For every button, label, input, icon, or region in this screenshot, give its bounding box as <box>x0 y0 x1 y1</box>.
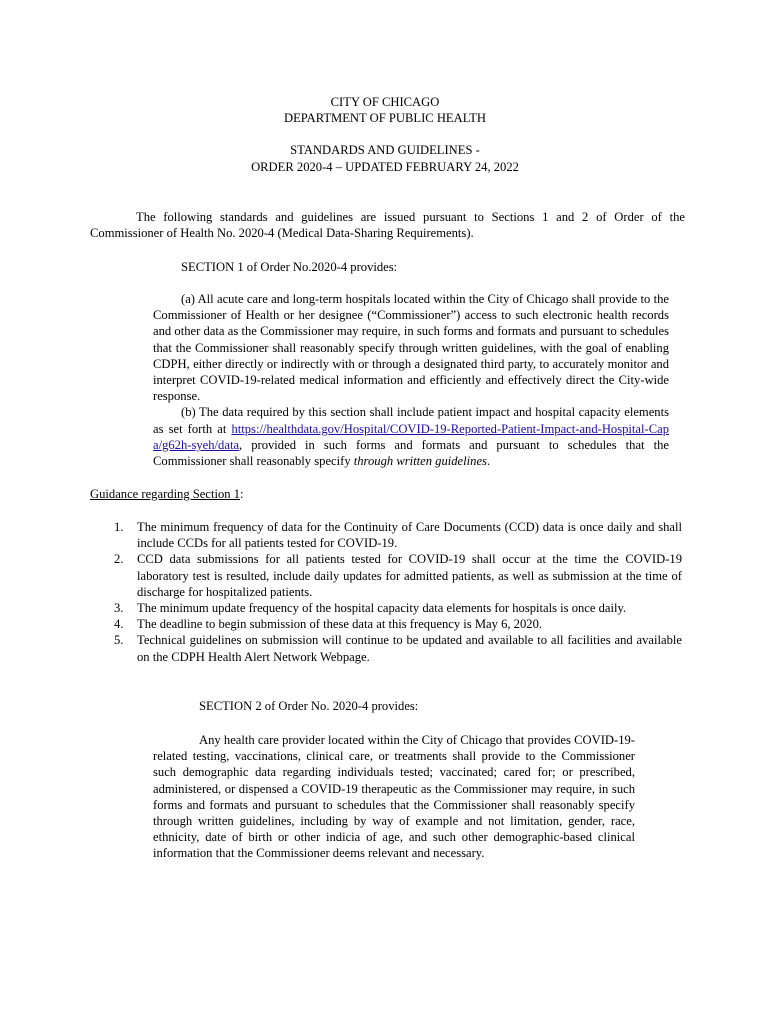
section1-para-b-italic: through written guidelines <box>353 454 487 469</box>
guidance-heading-colon: : <box>240 487 244 501</box>
section1-para-a-text: (a) All acute care and long-term hospitals located within the City of Chicago shall provide to the Commissioner of Health or her designee (“Commissioner”) access to such electronic health records and other data as the Commissioner may require, in such forms and formats and pursuant to schedules that the Commissioner shall reasonably specify through written guidelines, with the goal of enabling CDPH, either directly or indirectly with or through a designated third party, to accurately monitor and interpret COVID-19-related medical information and efficiently and effectively direct the City-wide response. <box>153 292 669 404</box>
list-item-number: 3. <box>114 601 124 616</box>
healthdata-link[interactable]: https://healthdata.gov/Hospital/COVID-19-Reported-Patient-Impact-and-Hospital-Capa/g62h-syeh/data <box>153 421 669 452</box>
list-item-number: 2. <box>114 552 124 567</box>
intro-line-2: Commissioner of Health No. 2020-4 (Medical Data-Sharing Requirements). <box>90 226 474 241</box>
header-standards: STANDARDS AND GUIDELINES - <box>290 143 480 158</box>
list-item-number: 1. <box>114 520 124 534</box>
list-item-text: The deadline to begin submission of these data at this frequency is May 6, 2020. <box>137 617 543 632</box>
section1-para-b-end: . <box>486 454 491 469</box>
list-item <box>90 616 682 632</box>
section2-para-text: Any health care provider located within the City of Chicago that provides COVID-19-related testing, vaccinations, clinical care, or treatments shall provide to the Commissioner such demographic data regarding individuals tested; vaccinated; cared for; or prescribed, administered, or dispensed a COVID-19 therapeutic as the Commissioner may require, in such forms and formats and pursuant to schedules that the Commissioner shall reasonably specify through written guidelines, including by way of example and not limitation, gender, race, ethnicity, date of birth or other indicia of age, and such other demographic-based clinical information that the Commissioner deems relevant and necessary. <box>153 733 635 861</box>
section1-paragraph-a <box>153 291 669 469</box>
guidance-list <box>90 519 682 665</box>
list-item-number: 4. <box>114 617 124 632</box>
section1-paragraph-b <box>153 404 669 469</box>
intro-paragraph <box>90 209 685 241</box>
list-item-text: The minimum update frequency of the hospital capacity data elements for hospitals is once daily. <box>137 601 627 616</box>
header-department: DEPARTMENT OF PUBLIC HEALTH <box>283 111 487 126</box>
header-city: CITY OF CHICAGO <box>330 95 440 109</box>
list-item-text: Technical guidelines on submission will continue to be updated and available to all facilities and available on the CDPH Health Alert Network Webpage. <box>137 633 682 664</box>
intro-line-1: The following standards and guidelines are issued pursuant to Sections 1 and 2 of Order of the <box>136 210 685 224</box>
list-item-text: The minimum frequency of data for the Continuity of Care Documents (CCD) data is once daily and shall include CCDs for all patients tested for COVID-19. <box>137 520 682 551</box>
section1-heading: SECTION 1 of Order No.2020-4 provides: <box>181 260 398 274</box>
list-item-number: 5. <box>114 633 124 648</box>
document-header <box>0 94 770 175</box>
section2-paragraph <box>153 732 635 862</box>
list-item-text: CCD data submissions for all patients tested for COVID-19 shall occur at the time the COVID-19 laboratory test is resulted, include daily updates for admitted patients, as well as submission at the time of discharge for hospitalized patients. <box>137 552 682 599</box>
list-item <box>90 519 682 551</box>
list-item <box>90 600 682 616</box>
section1-para-b-mid: , provided in such forms and formats and pursuant to schedules that the Commissioner shall reasonably specify <box>153 437 669 469</box>
header-order: ORDER 2020-4 – UPDATED FEBRUARY 24, 2022 <box>251 159 519 174</box>
section1-para-b-pre: (b) The data required by this section shall include patient impact and hospital capacity elements as set forth at <box>153 405 669 436</box>
list-item <box>90 632 682 664</box>
guidance-heading-text: Guidance regarding Section 1 <box>90 487 241 501</box>
guidance-heading <box>90 486 244 502</box>
list-item <box>90 551 682 600</box>
section2-heading: SECTION 2 of Order No. 2020-4 provides: <box>199 699 419 713</box>
